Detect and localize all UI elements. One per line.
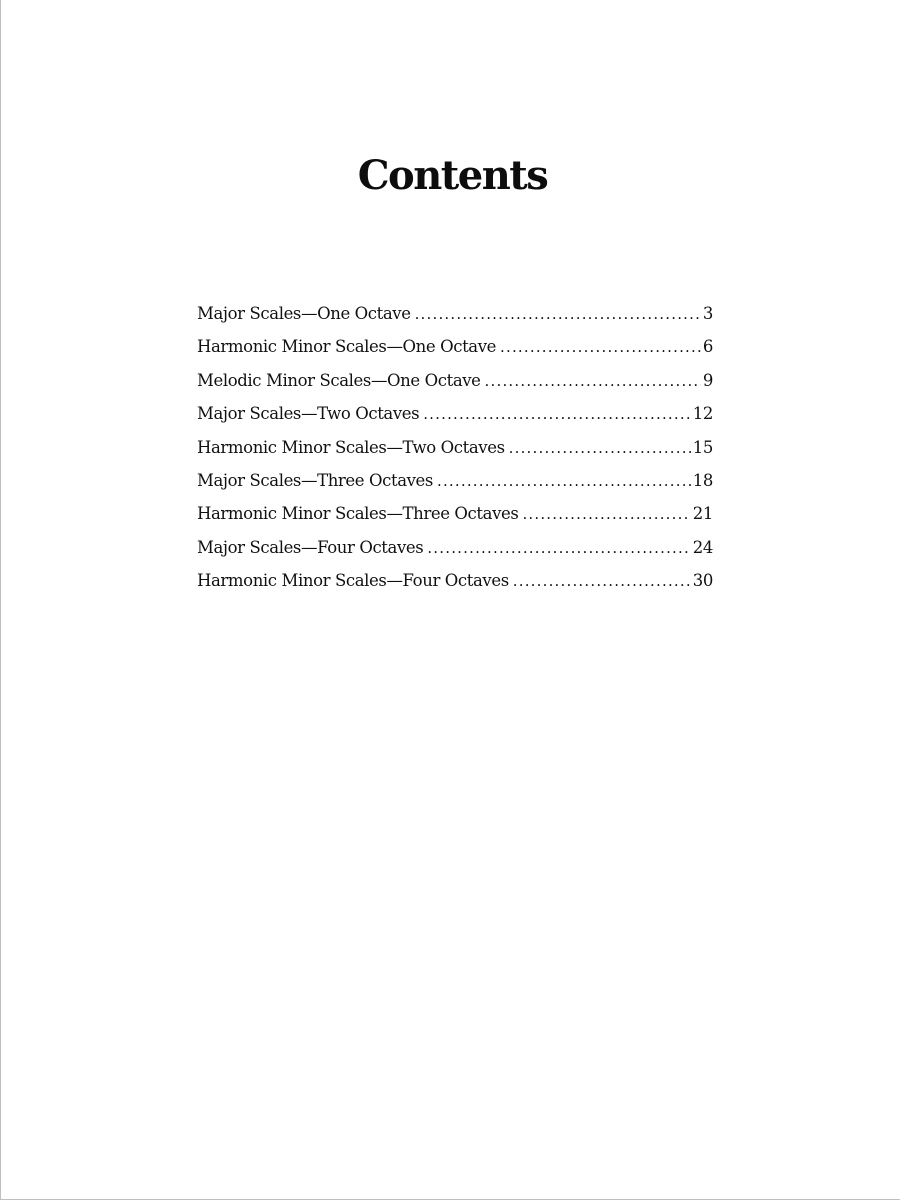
toc-entry [197,471,713,504]
toc-dot-leader [415,307,701,324]
toc-entry-page: 30 [692,571,713,591]
toc-dot-leader [427,541,690,558]
toc-entry-label: Harmonic Minor Scales—Three Octaves [197,504,519,524]
toc-entry-page: 3 [702,304,713,323]
toc-dot-leader [485,374,701,391]
toc-dot-leader [437,474,691,491]
toc-entry-page: 9 [702,370,713,390]
toc-entry-page: 6 [702,337,713,357]
toc-dot-leader [423,407,691,424]
toc-dot-leader [522,507,690,524]
toc-entry [197,404,713,437]
toc-dot-leader [513,574,691,591]
toc-entry [197,538,713,571]
toc-entry-label: Harmonic Minor Scales—Four Octaves [197,571,509,591]
toc-entry-label: Harmonic Minor Scales—One Octave [197,337,497,357]
toc-entry-label: Harmonic Minor Scales—Two Octaves [197,437,505,457]
toc-entry [197,438,713,471]
toc-entry-label: Major Scales—One Octave [197,304,411,323]
toc-entry [197,304,713,337]
page-title: Contents [357,152,548,199]
toc-entry [197,571,713,604]
toc-entry [197,337,713,370]
toc-entry [197,504,713,537]
toc-entry-label: Major Scales—Two Octaves [197,404,420,424]
toc-dot-leader [500,340,701,357]
toc-dot-leader [509,441,691,458]
toc-entry-page: 12 [692,404,713,424]
toc-entry-label: Major Scales—Three Octaves [197,470,433,490]
toc-entry [197,371,713,404]
toc-entry-page: 21 [692,504,713,524]
toc-entry-page: 15 [692,437,713,457]
toc-entry-label: Major Scales—Four Octaves [197,537,424,557]
toc-entry-page: 24 [692,537,713,557]
toc-entry-label: Melodic Minor Scales—One Octave [197,370,481,390]
toc-entry-page: 18 [692,470,713,490]
table-of-contents [197,304,713,605]
